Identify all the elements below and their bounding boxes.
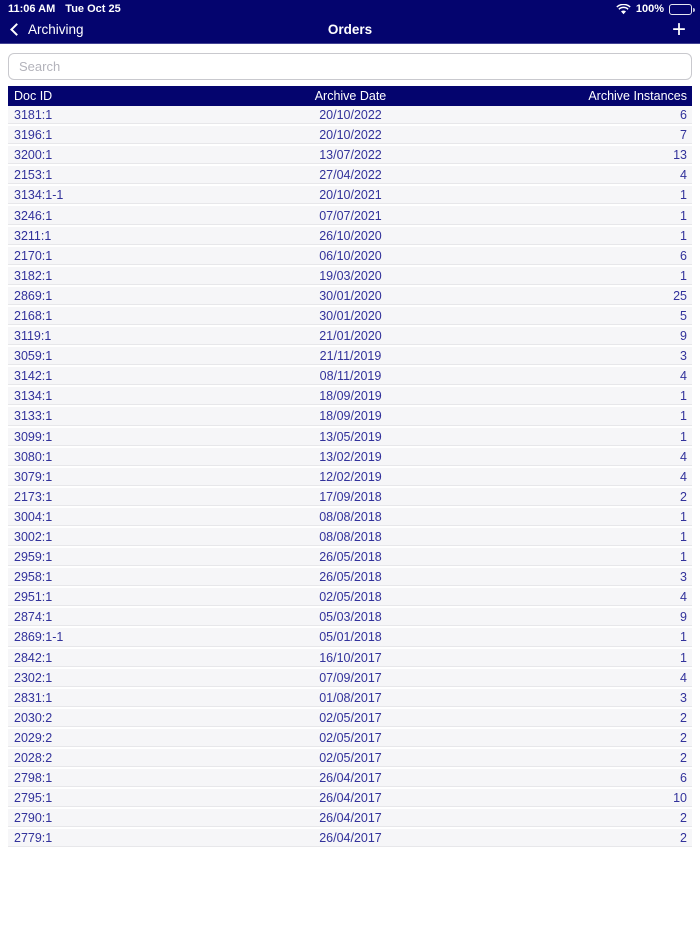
cell-doc-id: 3004:1 <box>14 509 53 524</box>
cell-archive-date: 18/09/2019 <box>319 409 382 424</box>
wifi-icon <box>616 4 631 15</box>
cell-doc-id: 2874:1 <box>14 610 53 625</box>
cell-doc-id: 3200:1 <box>14 148 53 163</box>
status-bar <box>0 0 700 16</box>
cell-doc-id: 3099:1 <box>14 429 53 444</box>
battery-icon <box>669 4 692 15</box>
cell-archive-instances: 1 <box>680 650 687 665</box>
table-row[interactable] <box>8 186 692 206</box>
cell-doc-id: 3059:1 <box>14 349 53 364</box>
cell-doc-id: 2842:1 <box>14 650 53 665</box>
cell-archive-instances: 1 <box>680 550 687 565</box>
table-row[interactable] <box>8 247 692 267</box>
cell-archive-instances: 6 <box>680 108 687 123</box>
cell-doc-id: 3196:1 <box>14 128 53 143</box>
table-row[interactable] <box>8 146 692 166</box>
table-row[interactable] <box>8 689 692 709</box>
cell-doc-id: 2959:1 <box>14 550 53 565</box>
table-row[interactable] <box>8 267 692 287</box>
cell-doc-id: 3211:1 <box>14 228 52 243</box>
table-body <box>8 106 692 849</box>
cell-archive-date: 02/05/2017 <box>319 751 382 766</box>
cell-doc-id: 3142:1 <box>14 369 53 384</box>
cell-archive-instances: 10 <box>673 791 687 806</box>
cell-archive-instances: 3 <box>680 690 687 705</box>
cell-archive-date: 26/10/2020 <box>319 228 382 243</box>
table-row[interactable] <box>8 307 692 327</box>
cell-archive-date: 20/10/2021 <box>319 188 382 203</box>
cell-archive-instances: 25 <box>673 288 687 303</box>
cell-archive-date: 01/08/2017 <box>319 690 382 705</box>
cell-archive-instances: 2 <box>680 811 687 826</box>
cell-archive-instances: 1 <box>680 208 687 223</box>
cell-archive-instances: 1 <box>680 509 687 524</box>
cell-archive-date: 19/03/2020 <box>319 268 382 283</box>
cell-doc-id: 3246:1 <box>14 208 53 223</box>
table-row[interactable] <box>8 528 692 548</box>
cell-archive-date: 06/10/2020 <box>319 248 382 263</box>
add-button[interactable]: + <box>671 15 686 43</box>
status-date: Tue Oct 25 <box>65 3 121 15</box>
cell-archive-date: 16/10/2017 <box>319 650 382 665</box>
cell-archive-date: 21/11/2019 <box>319 349 382 364</box>
cell-archive-date: 07/07/2021 <box>319 208 382 223</box>
cell-doc-id: 2030:2 <box>14 710 53 725</box>
cell-archive-date: 17/09/2018 <box>319 489 382 504</box>
cell-archive-date: 13/05/2019 <box>319 429 382 444</box>
cell-archive-date: 05/03/2018 <box>319 610 382 625</box>
cell-archive-instances: 1 <box>680 429 687 444</box>
table-row[interactable] <box>8 327 692 347</box>
table-row[interactable] <box>8 387 692 407</box>
column-header-doc-id: Doc ID <box>14 89 53 103</box>
cell-archive-instances: 5 <box>680 308 687 323</box>
cell-archive-instances: 4 <box>680 590 687 605</box>
cell-doc-id: 2869:1-1 <box>14 630 64 645</box>
cell-archive-date: 21/01/2020 <box>319 329 382 344</box>
cell-doc-id: 2302:1 <box>14 670 53 685</box>
cell-archive-instances: 1 <box>680 268 687 283</box>
table-row[interactable] <box>8 166 692 186</box>
cell-archive-instances: 4 <box>680 168 687 183</box>
top-navigation-block <box>0 0 700 44</box>
back-button-label: Archiving <box>28 22 84 37</box>
cell-doc-id: 2153:1 <box>14 168 53 183</box>
cell-archive-date: 12/02/2019 <box>319 469 382 484</box>
cell-archive-instances: 1 <box>680 409 687 424</box>
cell-archive-instances: 1 <box>680 389 687 404</box>
cell-doc-id: 2869:1 <box>14 288 53 303</box>
cell-doc-id: 3079:1 <box>14 469 53 484</box>
table-row[interactable] <box>8 608 692 628</box>
cell-doc-id: 2779:1 <box>14 831 53 846</box>
table-row[interactable] <box>8 367 692 387</box>
table-row[interactable] <box>8 106 692 126</box>
cell-doc-id: 2029:2 <box>14 730 53 745</box>
table-row[interactable] <box>8 508 692 528</box>
table-row[interactable] <box>8 126 692 146</box>
cell-archive-date: 08/08/2018 <box>319 509 382 524</box>
cell-doc-id: 2173:1 <box>14 489 53 504</box>
table-row[interactable] <box>8 568 692 588</box>
cell-doc-id: 2028:2 <box>14 751 53 766</box>
page-title: Orders <box>327 22 373 37</box>
table-header-row <box>8 86 692 106</box>
table-row[interactable] <box>8 206 692 226</box>
column-header-archive-date: Archive Date <box>314 89 387 103</box>
table-row[interactable] <box>8 749 692 769</box>
cell-archive-instances: 9 <box>680 329 687 344</box>
cell-archive-date: 20/10/2022 <box>319 128 382 143</box>
table-row[interactable] <box>8 809 692 829</box>
cell-archive-instances: 2 <box>680 710 687 725</box>
cell-doc-id: 3134:1-1 <box>14 188 64 203</box>
cell-archive-instances: 2 <box>680 831 687 846</box>
cell-doc-id: 2790:1 <box>14 811 53 826</box>
cell-archive-instances: 9 <box>680 610 687 625</box>
cell-archive-instances: 2 <box>680 489 687 504</box>
cell-archive-date: 02/05/2017 <box>319 730 382 745</box>
cell-archive-instances: 1 <box>680 630 687 645</box>
battery-percentage: 100% <box>635 3 664 15</box>
table-row[interactable] <box>8 588 692 608</box>
table-row[interactable] <box>8 468 692 488</box>
cell-archive-date: 26/04/2017 <box>319 791 382 806</box>
table-row[interactable] <box>8 448 692 468</box>
navigation-bar <box>0 16 700 43</box>
orders-table <box>8 86 692 849</box>
cell-archive-date: 20/10/2022 <box>319 108 382 123</box>
cell-doc-id: 3002:1 <box>14 530 53 545</box>
cell-archive-date: 26/04/2017 <box>319 831 382 846</box>
cell-doc-id: 3119:1 <box>14 329 52 344</box>
cell-archive-instances: 4 <box>680 469 687 484</box>
cell-archive-date: 30/01/2020 <box>319 308 382 323</box>
cell-doc-id: 2958:1 <box>14 570 53 585</box>
cell-archive-date: 08/11/2019 <box>319 369 382 384</box>
cell-doc-id: 3134:1 <box>14 389 53 404</box>
column-header-archive-instances: Archive Instances <box>588 89 687 103</box>
search-input[interactable] <box>8 53 692 80</box>
cell-archive-instances: 3 <box>680 570 687 585</box>
cell-archive-instances: 1 <box>680 188 687 203</box>
table-row[interactable] <box>8 488 692 508</box>
table-row[interactable] <box>8 347 692 367</box>
chevron-left-icon <box>10 23 23 36</box>
cell-archive-instances: 6 <box>680 771 687 786</box>
cell-doc-id: 2951:1 <box>14 590 53 605</box>
search-bar-container <box>0 44 700 86</box>
cell-doc-id: 2168:1 <box>14 308 53 323</box>
cell-archive-instances: 6 <box>680 248 687 263</box>
cell-archive-date: 26/05/2018 <box>319 570 382 585</box>
cell-archive-date: 18/09/2019 <box>319 389 382 404</box>
cell-archive-date: 26/05/2018 <box>319 550 382 565</box>
cell-archive-date: 27/04/2022 <box>319 168 382 183</box>
cell-doc-id: 3182:1 <box>14 268 53 283</box>
table-row[interactable] <box>8 649 692 669</box>
table-row[interactable] <box>8 829 692 849</box>
cell-doc-id: 2795:1 <box>14 791 53 806</box>
cell-archive-instances: 4 <box>680 449 687 464</box>
cell-archive-date: 02/05/2018 <box>319 590 382 605</box>
cell-archive-date: 07/09/2017 <box>319 670 382 685</box>
cell-archive-date: 13/02/2019 <box>319 449 382 464</box>
cell-doc-id: 3181:1 <box>14 108 53 123</box>
cell-archive-instances: 2 <box>680 751 687 766</box>
cell-archive-date: 05/01/2018 <box>319 630 382 645</box>
cell-archive-date: 30/01/2020 <box>319 288 382 303</box>
cell-archive-instances: 7 <box>680 128 687 143</box>
table-row[interactable] <box>8 789 692 809</box>
table-row[interactable] <box>8 628 692 648</box>
cell-doc-id: 3080:1 <box>14 449 53 464</box>
cell-archive-date: 26/04/2017 <box>319 771 382 786</box>
cell-archive-instances: 3 <box>680 349 687 364</box>
cell-archive-instances: 13 <box>673 148 687 163</box>
table-row[interactable] <box>8 428 692 448</box>
table-row[interactable] <box>8 548 692 568</box>
cell-archive-instances: 1 <box>680 530 687 545</box>
table-row[interactable] <box>8 287 692 307</box>
cell-doc-id: 2831:1 <box>14 690 53 705</box>
cell-doc-id: 2798:1 <box>14 771 53 786</box>
cell-archive-date: 02/05/2017 <box>319 710 382 725</box>
cell-archive-date: 08/08/2018 <box>319 530 382 545</box>
cell-archive-instances: 4 <box>680 369 687 384</box>
table-row[interactable] <box>8 227 692 247</box>
cell-archive-instances: 2 <box>680 730 687 745</box>
table-row[interactable] <box>8 669 692 689</box>
table-row[interactable] <box>8 709 692 729</box>
cell-doc-id: 2170:1 <box>14 248 53 263</box>
table-row[interactable] <box>8 729 692 749</box>
back-button[interactable] <box>10 22 84 37</box>
table-row[interactable] <box>8 769 692 789</box>
cell-doc-id: 3133:1 <box>14 409 53 424</box>
cell-archive-instances: 4 <box>680 670 687 685</box>
table-row[interactable] <box>8 407 692 427</box>
cell-archive-date: 13/07/2022 <box>319 148 382 163</box>
cell-archive-date: 26/04/2017 <box>319 811 382 826</box>
status-time: 11:06 AM <box>8 3 56 15</box>
cell-archive-instances: 1 <box>680 228 687 243</box>
